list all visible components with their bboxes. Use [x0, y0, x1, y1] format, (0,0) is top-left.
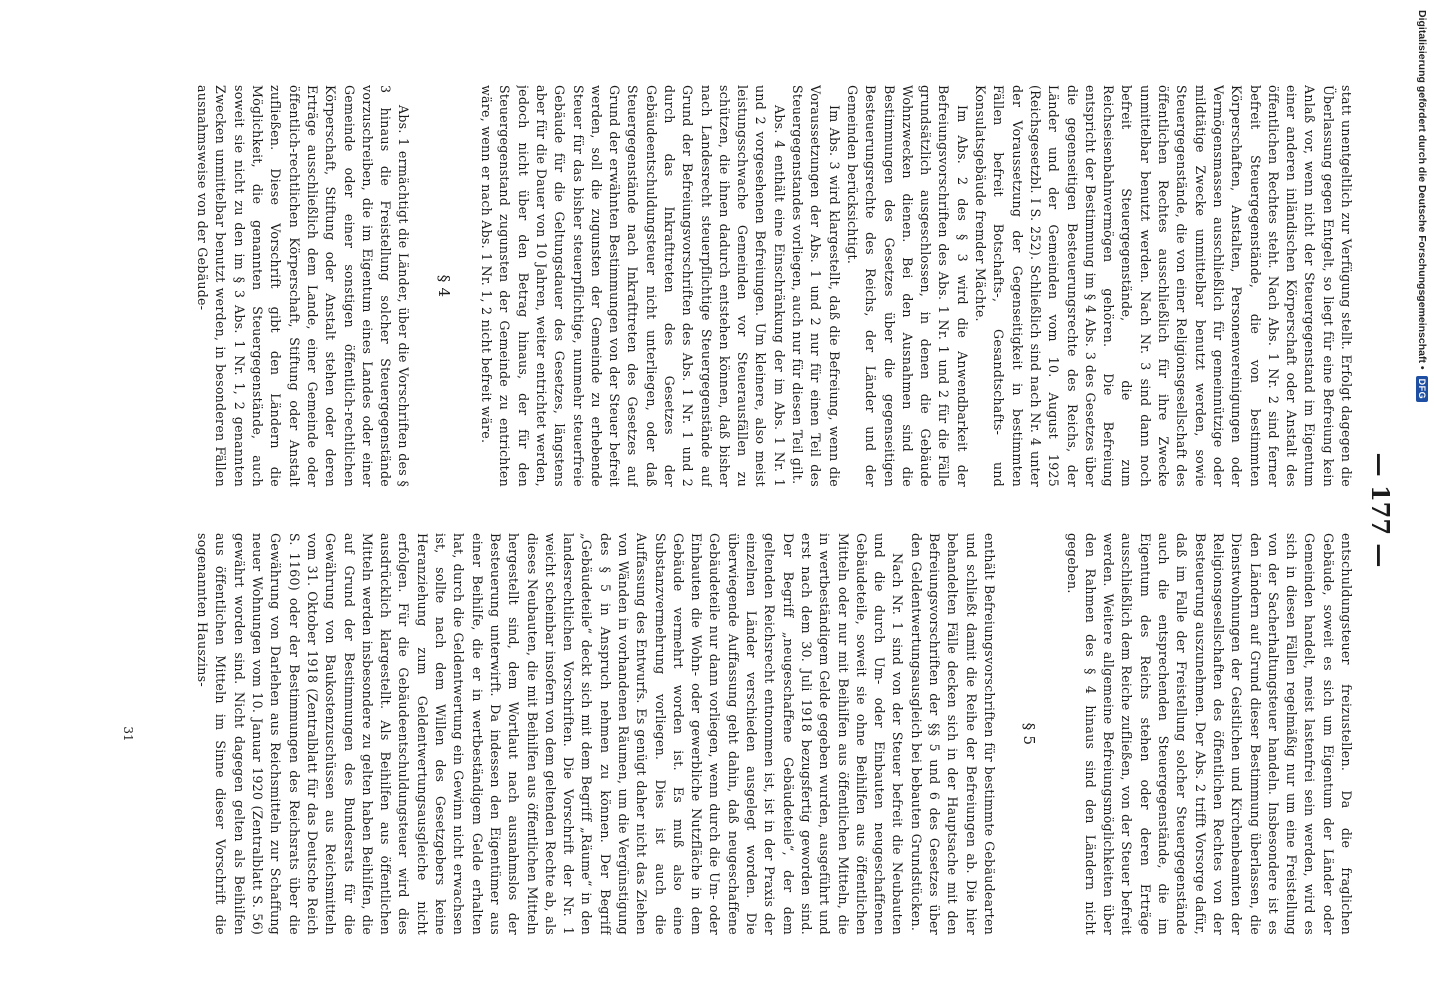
- left-paragraph: Abs. 1 ermächtigt die Länder, über die Vorschriften des § 3 hinaus die Freistellung solcher Steuergegenstände vorzuschreiben, die im Eigentum eines Landes oder einer Gemeinde oder einer sonstigen öffentlich-rechtlichen Körperschaft, Stiftung oder Anstalt stehen oder deren Erträge ausschließlich dem Lande, einer Gemeinde oder öffentlich-rechtlichen Körperschaft, Stiftung oder Anstalt zufließen. Diese Vorschrift gibt den Ländern die Möglichkeit, die genannten Steuergegenstände, auch soweit sie nicht zu den im § 3 Abs. 1 Nr. 1, 2 genannten Zwecken unmittelbar benutzt werden, in besonderen Fällen ausnahmsweise von der Gebäude-: [195, 85, 412, 487]
- credit-text: Digitalisierung gefördert durch die Deutsche Forschungsgemeinschaft •: [1416, 10, 1428, 370]
- section-heading-4: § 4: [434, 274, 453, 298]
- right-column: [125, 533, 1355, 935]
- left-paragraph: statt unentgeltlich zur Verfügung stellt. Erfolgt dagegen die Überlassung gegen Entgelt, so liegt für eine Befreiung kein Anlaß vor, wenn nicht der Steuergegenstand im Eigentum einer anderen inländischen Körperschaft oder Anstalt des öffentlichen Rechtes steht. Nach Abs. 1 Nr. 2 sind ferner befreit Steuergegenstände, die von bestimmten Körperschaften, Anstalten, Personenvereinigungen oder Vermögensmassen ausschließlich für gemeinnützige oder mildtätige Zwecke unmittelbar benutzt werden, sowie Steuergegenstände, die von einer Religionsgesellschaft des öffentlichen Rechtes ausschließlich für ihre Zwecke unmittelbar benutzt werden. Nach Nr. 3 sind dann noch befreit Steuergegenstände, die zum Reichseisenbahnvermögen gehören. Die Befreiung entspricht der Bestimmung im § 4 Abs. 3 des Gesetzes über die gegenseitigen Besteuerungsrechte des Reichs, der Länder und der Gemeinden vom 10. August 1925 (Reichsgesetzbl. I S. 252). Schließlich sind nach Nr. 4 unter der Voraussetzung der Gegenseitigkeit in bestimmten Fällen befreit Botschafts-, Gesandtschafts- und Konsulatsgebäude fremder Mächte.: [973, 85, 1354, 487]
- dfg-logo: DFG: [1416, 376, 1428, 403]
- left-paragraph: Im Abs. 3 wird klargestellt, daß die Befreiung, wenn die Voraussetzungen der Abs. 1 und 2 nur für einen Teil des Steuergegenstandes vorliegen, auch nur für diesen Teil gilt.: [790, 85, 842, 487]
- right-paragraph: enthält Befreiungsvorschriften für bestimmte Gebäudearten und schließt damit die Reihe der Befreiungen ab. Die hier behandelten Fälle decken sich in der Hauptsache mit den Befreiungsvorschriften der §§ 5 und 6 des Gesetzes über den Geldentwertungsausgleich bei bebauten Grundstücken.: [908, 533, 997, 935]
- rotated-page-content: [110, 85, 1395, 935]
- footer-number: 31: [121, 726, 135, 742]
- section-heading-5: § 5: [1020, 722, 1039, 746]
- right-paragraph: entschuldungsteuer freizustellen. Da die fraglichen Gebäude, soweit es sich um Eigentum der Länder oder Gemeinden handelt, meist lastenfrei sein werden, wird es sich in diesen Fällen regelmäßig nur um eine Freistellung von der Sacherhaltungsteuer handeln. Insbesondere ist es den Ländern auf Grund dieser Bestimmung überlassen, die Dienstwohnungen der Geistlichen und Kirchenbeamten der Religionsgesellschaften des öffentlichen Rechtes von der Besteuerung auszunehmen. Der Abs. 2 trifft Vorsorge dafür, daß im Falle der Freistellung solcher Steuergegenstände auch die entsprechenden Steuergegenstände, die im Eigentum des Reichs stehen oder deren Erträge ausschließlich dem Reiche zufließen, von der Steuer befreit werden. Weitere allgemeine Befreiungsmöglichkeiten über den Rahmen des § 4 hinaus sind den Ländern nicht gegeben.: [1064, 533, 1354, 935]
- page-number: — 177 —: [1366, 452, 1395, 568]
- digitization-credit: [1410, 0, 1434, 1000]
- left-paragraph: Abs. 4 enthält eine Einschränkung der im Abs. 1 Nr. 1 und 2 vorgesehenen Befreiungen. Um kleinere, also meist leistungsschwache Gemeinden vor Steuerausfällen zu schützen, die ihnen dadurch entstehen können, daß bisher nach Landesrecht steuerpflichtige Steuergegenstände auf Grund der Befreiungsvorschriften des Abs. 1 Nr. 1 und 2 durch das Inkrafttreten des Gesetzes der Gebäudeentschuldungsteuer nicht unterliegen, oder daß Steuergegenstände nach Inkrafttreten des Gesetzes auf Grund der erwähnten Bestimmungen von der Steuer befreit werden, soll die zugunsten der Gemeinde zu erhebende Steuer für das bisher steuerpflichtige, nunmehr steuerfreie Gebäude für die Geltungsdauer des Gesetzes, längstens aber für die Dauer von 10 Jahren, weiter entrichtet werden, jedoch nicht über den Betrag hinaus, der für den Steuergegenstand zugunsten der Gemeinde zu entrichten wäre, wenn er nach Abs. 1 Nr. 1, 2 nicht befreit wäre.: [479, 85, 787, 487]
- left-column: [125, 85, 1355, 487]
- right-paragraph: Nach Nr. 1 sind von der Steuer befreit die Neubauten und die durch Um- oder Einbauten neugeschaffenen Gebäudeteile, soweit sie ohne Beihilfen aus öffentlichen Mitteln oder nur mit Beihilfen aus öffentlichen Mitteln, die in wertbeständigem Gelde gegeben wurden, ausgeführt und erst nach dem 30. Juli 1918 bezugsfertig geworden sind. Der Begriff „neugeschaffene Gebäudeteile“, der dem geltenden Reichsrecht entnommen ist, ist in der Praxis der einzelnen Länder verschieden ausgelegt worden. Die überwiegende Auffassung geht dahin, daß neugeschaffene Gebäudeteile nur dann vorliegen, wenn durch die Um- oder Einbauten die Wohn- oder gewerbliche Nutzfläche in dem Gebäude vermehrt worden ist. Es muß also eine Substanzvermehrung vorliegen. Dies ist auch die Auffassung des Entwurfs. Es genügt daher nicht das Ziehen von Wänden in vorhandenen Räumen, um die Vergünstigung des § 5 in Anspruch nehmen zu können. Der Begriff „Gebäudeteile“ deckt sich mit dem Begriff „Räume“ in den landesrechtlichen Vorschriften. Die Vorschrift der Nr. 1 weicht scheinbar insofern von dem geltenden Rechte ab, als dieses Neubauten, die mit Beihilfen aus öffentlichen Mitteln hergestellt sind, dem Wortlaut nach ausnahmslos der Besteuerung unterwirft. Da indessen den Eigentümer aus einer Beihilfe, die er in wertbeständigem Gelde erhalten hat, durch die Geldentwertung ein Gewinn nicht erwachsen ist, sollte nach dem Willen des Gesetzgebers keine Heranziehung zum Geldentwertungsausgleiche nicht erfolgen. Für die Gebäudeentschuldungsteuer wird dies ausdrücklich klargestellt. Als Beihilfen aus öffentlichen Mitteln werden insbesondere zu gelten haben Beihilfen, die auf Grund der Bestimmungen des Bundesrats für die Gewährung von Baukostenzuschüssen aus Reichsmitteln vom 31. Oktober 1918 (Zentralblatt für das Deutsche Reich S. 1160) oder der Bestimmungen des Reichsrats über die Gewährung von Darlehen aus Reichsmitteln zur Schaffung neuer Wohnungen vom 10. Januar 1920 (Zentralblatt S. 56) gewährt worden sind. Nicht dagegen gelten als Beihilfen aus öffentlichen Mitteln im Sinne dieser Vorschrift die sogenannten Hauszins-: [195, 533, 906, 935]
- left-paragraph: Im Abs. 2 des § 3 wird die Anwendbarkeit der Befreiungsvorschriften des Abs. 1 Nr. 1 und 2 für die Fälle grundsätzlich ausgeschlossen, in denen die Gebäude Wohnzwecken dienen. Bei den Ausnahmen sind die Bestimmungen des Gesetzes über die gegenseitigen Besteuerungsrechte des Reichs, der Länder und der Gemeinden berücksichtigt.: [844, 85, 970, 487]
- scanned-page: [110, 85, 1395, 935]
